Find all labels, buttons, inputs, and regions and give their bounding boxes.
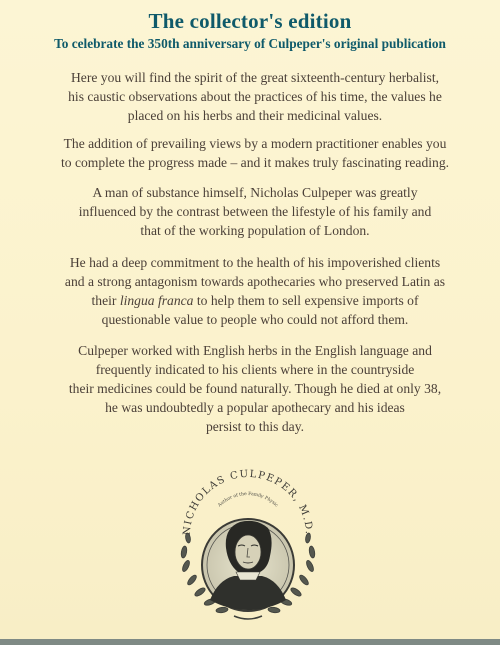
text-line: placed on his herbs and their medicinal values. xyxy=(127,108,383,123)
paragraph-intro xyxy=(28,68,482,125)
text-line: influenced by the contrast between the lifestyle of his family and xyxy=(78,204,432,219)
bottom-border xyxy=(0,639,500,645)
text-fragment: their xyxy=(91,293,120,308)
text-line: questionable value to people who could not afford them. xyxy=(101,312,409,327)
text-fragment: to help them to sell expensive imports of xyxy=(193,293,419,308)
page-title: The collector's edition xyxy=(148,9,352,33)
text-line: their medicines could be found naturally. Though he died at only 38, xyxy=(68,381,442,396)
page-subtitle: To celebrate the 350th anniversary of Culpeper's original publication xyxy=(54,36,446,51)
portrait-caption: Author of the Family Physic xyxy=(217,491,279,509)
text-line: his caustic observations about the practices of his time, the values he xyxy=(68,89,442,104)
culpeper-portrait-engraving xyxy=(168,440,328,630)
text-line: The addition of prevailing views by a modern practitioner enables you xyxy=(63,136,447,151)
text-line: He had a deep commitment to the health of his impoverished clients xyxy=(69,255,441,270)
paragraph-modern-views xyxy=(28,134,482,172)
italic-phrase: lingua franca xyxy=(119,293,194,308)
text-line: Culpeper worked with English herbs in the English language and xyxy=(78,343,432,358)
paragraph-substance xyxy=(28,183,482,240)
text-line: A man of substance himself, Nicholas Culpeper was greatly xyxy=(92,185,418,200)
text-line xyxy=(28,291,482,310)
paragraph-commitment xyxy=(28,253,482,329)
portrait-inscription: NICHOLAS CULPEPER, M.D. xyxy=(181,468,315,536)
text-line: he was undoubtedly a popular apothecary and his ideas xyxy=(105,400,405,415)
text-line: that of the working population of London. xyxy=(140,223,370,238)
text-line: Here you will find the spirit of the great sixteenth-century herbalist, xyxy=(70,70,440,85)
paragraph-english-herbs xyxy=(28,341,482,436)
text-line: and a strong antagonism towards apothecaries who preserved Latin as xyxy=(64,274,446,289)
text-line: frequently indicated to his clients where in the countryside xyxy=(95,362,415,377)
text-line: persist to this day. xyxy=(205,419,305,434)
text-line: to complete the progress made – and it makes truly fascinating reading. xyxy=(60,155,450,170)
